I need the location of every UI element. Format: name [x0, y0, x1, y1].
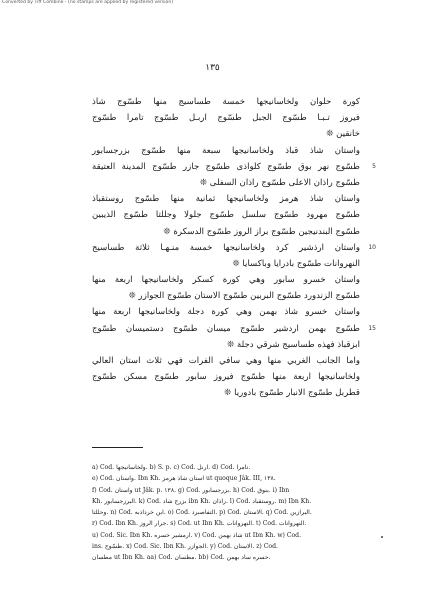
text-line — [92, 288, 360, 304]
line-number-marker: 5 — [372, 162, 376, 170]
text-line-content: فيروز تـبـا طسّوج الجبل طسّوج اربـل طسّوج تامرا طسّوج — [92, 113, 360, 124]
text-line-content: طسّوج بهمن اردشير طسّوج ميسان طسّوج دستميسان طسّوج — [92, 323, 360, 334]
text-line-content: طسّوج الزندورد طسّوج البربين طسّوج الاستان طسّوج الجوازر ❊ — [128, 291, 360, 302]
text-line — [92, 256, 360, 272]
text-line — [92, 159, 376, 175]
text-line-content: ابزقباذ فهذه طساسيج شرقي دجلة ❊ — [227, 339, 360, 350]
footnote-line: u) Cod. Sic. Ibn Kh. ارمشير خسره. v) Cod. شاذ بهمن ut Ibn Kh. w) Cod. — [92, 531, 302, 539]
converter-banner — [0, 0, 425, 9]
text-line — [92, 126, 360, 142]
text-line-content: طسّوج البندنيجين طسّوج براز الروز طسّوج الدسكرة ❊ — [163, 226, 360, 237]
text-line — [92, 337, 360, 353]
text-line-content: واستان خسرو شاذ بهمن وهي كورة دجلة ولخاسانيجها اربعة منها — [92, 307, 360, 318]
text-line-content: طسّوج مهرود طسّوج سلسل طسّوج جلولا وجللتا طسّوج الذيبين — [92, 210, 360, 221]
text-line-content: النهروانات طسّوج بادرايا وباكسايا ❊ — [232, 258, 360, 269]
text-line — [92, 143, 360, 159]
converter-banner-text: Converted by Tiff Combine - (no stamps are applied by registered version) — [2, 0, 174, 5]
scan-speck — [381, 536, 383, 538]
text-line-content: طسّوج راذان الاعلى طسّوج راذان السفلى ❊ — [199, 177, 360, 188]
text-line-content: كورة حلوان ولخاسانيجها خمسة طساسيج منها طسّوج شاذ — [92, 97, 360, 107]
text-line — [92, 272, 360, 288]
footnote-line: Kh. البرزجسابور. k) Cod. بزرج شاد ibn Kh. راذان. l) Cod. روستقباد. m) Ibn Kh. — [92, 497, 312, 505]
text-line-content: واستان شاذ قباذ ولخاسانيجها سبعة منها طسّوج بزرجسابور — [92, 145, 360, 156]
text-line — [92, 353, 360, 369]
text-line-content: واستان شاذ هرمز ولخاسانيجها ثمانية منها طسّوج روستقباذ — [92, 194, 360, 205]
text-line — [92, 207, 360, 223]
footnote-line: وحللتا. n) Cod. ابن خرداذبه. o) Cod. التفاصبرد. p) Cod. الاستان. q) Cod. البرازين. — [92, 509, 312, 517]
footnote-line: a) Cod. ولخاسانيجها. b) S. p. c) Cod. ارنل. d) Cod. تامرا. — [92, 464, 251, 471]
text-line-content: واستان ارذشير كرد ولخاسانيجها خمسة منـهـا ثلاثة طساسيج — [92, 242, 360, 253]
text-line-content: ولخاسانيجها اربعة منها طسّوج فيروز سابور طسّوج مسكن طسّوج — [92, 372, 360, 383]
text-line — [92, 191, 360, 207]
footnote-line: مطسان ut Ibn Kh. aa) Cod. مطسان. bb) Cod. حسره ساد بهمن. — [92, 554, 271, 562]
text-line — [92, 369, 360, 385]
text-line-content: واما الجانب الغربي منها وهي سافي الفرات فهي ثلاث استان العالي — [92, 356, 360, 366]
text-line-content: قطربل طسّوج الانبار طسّوج بادوريا ❊ — [224, 388, 360, 399]
text-line — [92, 110, 360, 126]
footnote-line: f) Cod. واستان ut Jâk. p. ١٣٨. g) Cod. بزرجسابور. h) Cod. بنوق. i) Ibn — [92, 486, 290, 494]
footnotes-block — [92, 462, 368, 564]
text-line-content: خانقين ❊ — [326, 129, 360, 140]
footnote-line: r) Cod. Ibn Kh. جرار الروز. s) Cod. ut Ibn Kh. النهروانات. t) Cod. النهروانات. — [92, 520, 307, 528]
footnote-divider — [92, 447, 143, 448]
footnote-line: e) Cod. واستان. Ibn Kh. استان شاذ هرمز ut quoque Jâk. III, ١٣٨. — [92, 475, 276, 483]
line-number-marker: 10 — [368, 243, 376, 251]
text-line-content: طسّوج نهر بوق طسّوج كلواذى طسّوج جازر طسّوج المدينة العتيقة — [92, 161, 360, 172]
text-line-content: واستان خسرو سابور وهي كورة كسكر ولخاسانيجها اربعة منها — [92, 275, 360, 286]
line-number-marker: 15 — [368, 324, 376, 332]
text-line — [92, 385, 360, 401]
text-line — [92, 304, 360, 320]
footnote-line: ins. طسّوج. x) Cod. Sic. Ibn Kh. الجوازر. y) Cod. الاستان. z) Cod. — [92, 543, 278, 551]
text-line — [92, 94, 360, 110]
text-line — [92, 224, 360, 240]
text-line — [92, 240, 376, 256]
page-number: ١٣٥ — [205, 63, 220, 73]
text-line — [92, 321, 376, 337]
main-text-block — [92, 94, 376, 402]
text-line — [92, 175, 360, 191]
